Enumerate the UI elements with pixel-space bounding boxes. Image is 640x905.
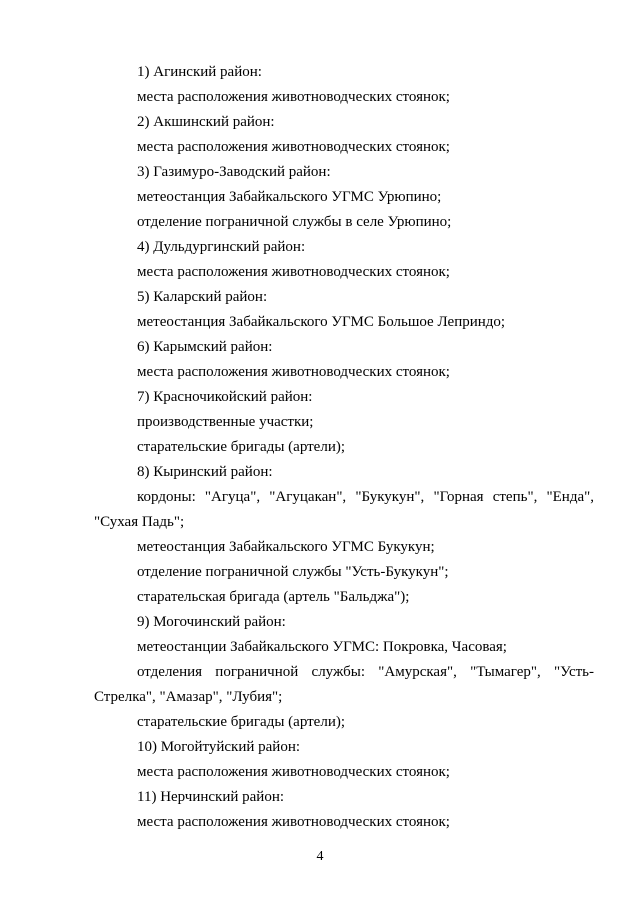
list-item: места расположения животноводческих стоянок; (137, 89, 450, 105)
list-item: отделение пограничной службы "Усть-Букукун"; (137, 564, 449, 580)
district-heading: 2) Акшинский район: (137, 114, 275, 130)
page-number: 4 (316, 849, 324, 864)
district-heading: 1) Агинский район: (137, 64, 262, 80)
list-item: старательские бригады (артели); (137, 714, 346, 730)
district-heading: 3) Газимуро-Заводский район: (137, 164, 331, 180)
list-item: метеостанции Забайкальского УГМС: Покровка, Часовая; (137, 639, 507, 655)
list-item: производственные участки; (137, 414, 314, 430)
list-item: метеостанция Забайкальского УГМС Букукун; (137, 539, 435, 555)
list-item: старательская бригада (артель "Бальджа"); (137, 589, 410, 605)
list-item: кордоны: "Агуца", "Агуцакан", "Букукун", "Горная степь", "Енда", "Сухая Падь"; (94, 489, 594, 530)
list-item: метеостанция Забайкальского УГМС Большое Леприндо; (137, 314, 506, 330)
district-heading: 10) Могойтуйский район: (137, 739, 301, 755)
district-heading: 9) Могочинский район: (137, 614, 286, 630)
district-heading: 7) Красночикойский район: (137, 389, 313, 405)
list-item: метеостанция Забайкальского УГМС Урюпино; (137, 189, 442, 205)
list-item: отделение пограничной службы в селе Урюпино; (137, 214, 452, 230)
document-body (94, 60, 594, 835)
district-heading: 8) Кыринский район: (137, 464, 273, 480)
list-item: старательские бригады (артели); (137, 439, 346, 455)
list-item: места расположения животноводческих стоянок; (137, 139, 450, 155)
district-heading: 4) Дульдургинский район: (137, 239, 306, 255)
list-item: места расположения животноводческих стоянок; (137, 264, 450, 280)
list-item: отделения пограничной службы: "Амурская", "Тымагер", "Усть-Стрелка", "Амазар", "Лубия"; (94, 664, 594, 705)
list-item: места расположения животноводческих стоянок; (137, 364, 450, 380)
district-heading: 5) Каларский район: (137, 289, 268, 305)
list-item: места расположения животноводческих стоянок; (137, 764, 450, 780)
district-heading: 6) Карымский район: (137, 339, 273, 355)
district-heading: 11) Нерчинский район: (137, 789, 285, 805)
list-item: места расположения животноводческих стоянок; (137, 814, 450, 830)
